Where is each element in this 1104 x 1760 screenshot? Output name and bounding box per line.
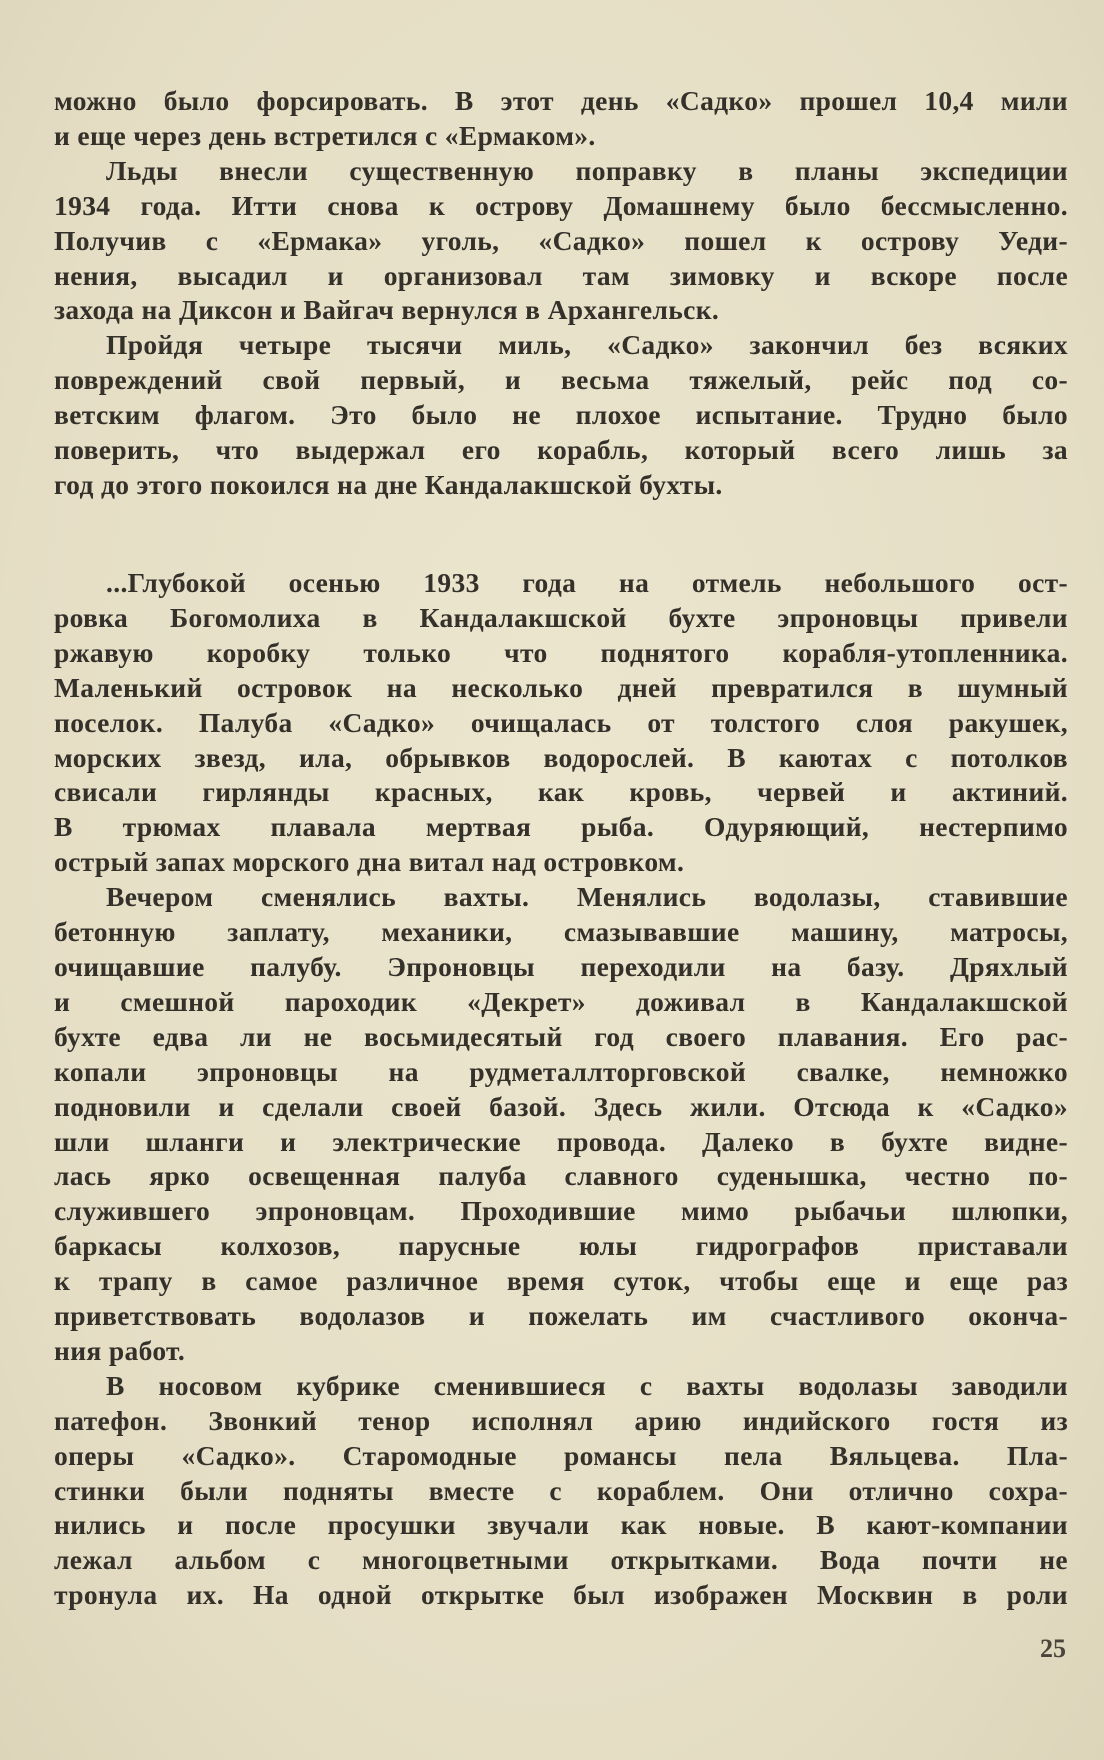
paragraph-last-line: острый запах морского дна витал над островком. (54, 846, 685, 878)
paragraph-continued-lines: можно было форсировать. В этот день «Садко» прошел 10,4 мили (54, 85, 1068, 116)
section-text-expedition-end (54, 84, 1068, 503)
paragraph-last-line: захода на Диксон и Вайгач вернулся в Архангельск. (54, 294, 720, 326)
page-number: 25 (1040, 1634, 1066, 1663)
paragraph-four-thousand-miles: Пройдя четыре тысячи миль, «Садко» закончил без всяких повреждений свой первый, и весьма тяжелый, рейс под со- ветским флагом. Это было не плохое испытание. Трудно было поверить, что выдержал его корабль, который всего лишь за (54, 329, 1068, 466)
paragraph-gramophone: В носовом кубрике сменившиеся с вахты водолазы заводили патефон. Звонкий тенор исполнял арию индийского гостя из оперы «Садко». Старомодные романсы пела Вяльцева. Пла- стинки были подняты вместе с кораблем. Они отлично сохра- нились и после просушки звучали как новые. В кают-компании лежал альбом с многоцветными открытками. Вода почти не тронула их. На одной открытке был изображен Москвин в роли (54, 1369, 1068, 1611)
paragraph-last-line: и еще через день встретился с «Ермаком». (54, 119, 596, 151)
paragraph-last-line: год до этого покоился на дне Кандалакшской бухты. (54, 468, 723, 500)
paragraph-autumn-1933: ...Глубокой осенью 1933 года на отмель небольшого ост- ровка Богомолиха в Кандалакшской бухте эпроновцы привели ржавую коробку только что поднятого корабля-утопленника. Маленький островок на несколько дней превратился в шумный поселок. Палуба «Садко» очищалась от толстого слоя ракушек, морских звезд, ила, обрывков водорослей. В каютах с потолков свисали гирлянды красных, как кровь, червей и актиний. В трюмах плавала мертвая рыба. Одуряющий, нестерпимо (54, 567, 1068, 843)
paragraph-last-line: ния работ. (54, 1334, 186, 1366)
paragraph-evening-watches: Вечером сменялись вахты. Менялись водолазы, ставившие бетонную заплату, механики, смазывавшие машину, матросы, очищавшие палубу. Эпроновцы переходили на базу. Дряхлый и смешной пароходик «Декрет» доживал в Кандалакшской бухте едва ли не восьмидесятый год своего плавания. Его рас- копали эпроновцы на рудметаллторговской свалке, немножко подновили и сделали своей базой. Здесь жили. Отсюда к «Садко» шли шланги и электрические провода. Далеко в бухте видне- лась ярко освещенная палуба славного суденышка, честно по- служившего эпроновцам. Проходившие мимо рыбачьи шлюпки, баркасы колхозов, парусные юлы гидрографов приставали к трапу в самое различное время суток, чтобы еще и еще раз приветствовать водолазов и пожелать им счастливого оконча- (54, 881, 1068, 1332)
paragraph-ice-changes: Льды внесли существенную поправку в планы экспедиции 1934 года. Итти снова к острову Домашнему было бессмысленно. Получив с «Ермака» уголь, «Садко» пошел к острову Уеди- нения, высадил и организовал там зимовку и вскоре после (54, 154, 1068, 291)
section-text-flashback (54, 566, 1068, 1613)
